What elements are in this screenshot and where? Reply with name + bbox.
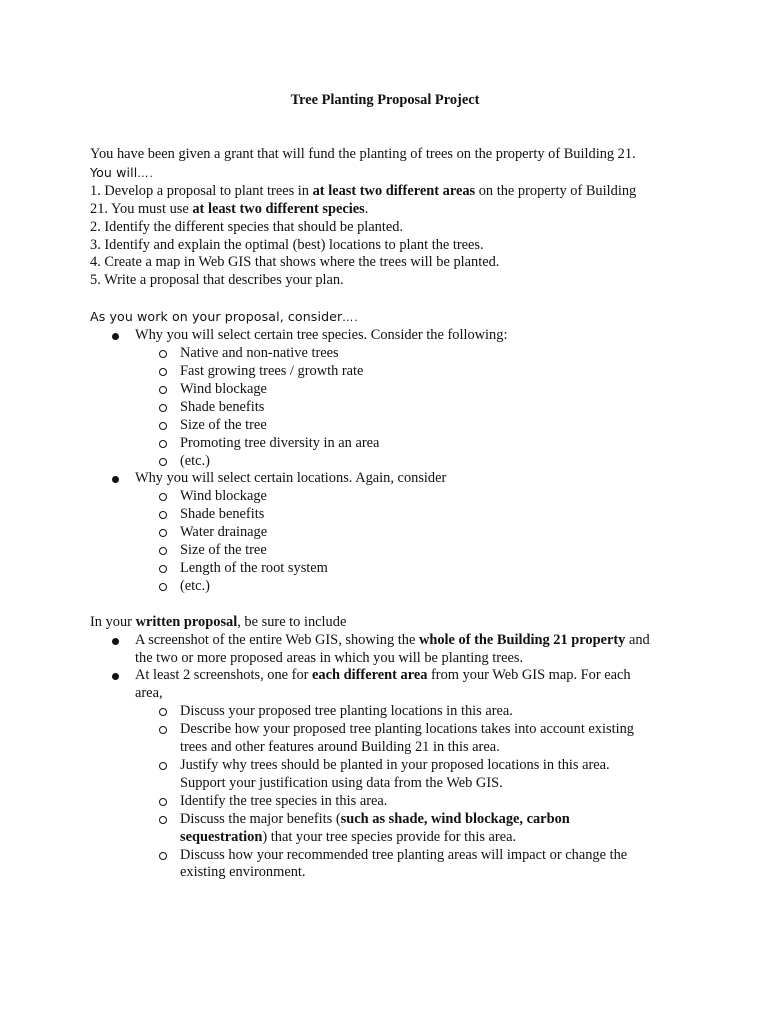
list-item: Promoting tree diversity in an area <box>135 435 680 453</box>
circle-bullet-icon <box>159 852 167 860</box>
circle-bullet-icon <box>159 708 167 716</box>
list-item: Shade benefits <box>135 506 680 524</box>
species-sublist <box>135 345 680 470</box>
screenshot-requirement: A screenshot of the entire Web GIS, showing the whole of the Building 21 property and <box>135 631 650 648</box>
circle-bullet-icon <box>159 816 167 824</box>
consider-section <box>90 308 680 596</box>
bullet-icon <box>112 638 119 645</box>
area-screenshots-requirement-continued: area, <box>135 685 163 702</box>
list-item: Size of the tree <box>135 542 680 560</box>
list-item: Justify why trees should be planted in your proposed locations in this area. Support your justification using data from the Web GIS. <box>135 757 680 793</box>
document-page <box>90 92 680 882</box>
list-item: Wind blockage <box>135 488 680 506</box>
intro-section <box>90 146 680 290</box>
circle-bullet-icon <box>159 726 167 734</box>
circle-bullet-icon <box>159 350 167 358</box>
area-screenshots-requirement: At least 2 screenshots, one for each different area from your Web GIS map. For each <box>135 667 631 684</box>
step-1-continued: 21. You must use at least two different species. <box>90 200 369 217</box>
circle-bullet-icon <box>159 422 167 430</box>
step-2: 2. Identify the different species that should be planted. <box>90 218 404 235</box>
list-item: Native and non-native trees <box>135 345 680 363</box>
list-item: Identify the tree species in this area. <box>135 793 680 811</box>
step-1: 1. Develop a proposal to plant trees in at least two different areas on the property of Building <box>90 182 637 199</box>
circle-bullet-icon <box>159 798 167 806</box>
list-item: Wind blockage <box>135 381 680 399</box>
page-title: Tree Planting Proposal Project <box>290 92 480 108</box>
area-sublist <box>135 703 680 882</box>
circle-bullet-icon <box>159 583 167 591</box>
screenshot-requirement-continued: the two or more proposed areas in which you will be planting trees. <box>135 649 524 666</box>
species-label: Why you will select certain tree species. Consider the following: <box>135 327 508 344</box>
list-item: Shade benefits <box>135 399 680 417</box>
circle-bullet-icon <box>159 440 167 448</box>
list-item: (etc.) <box>135 453 680 471</box>
intro-text: You have been given a grant that will fund the planting of trees on the property of Building 21. <box>90 146 636 162</box>
list-item: Water drainage <box>135 524 680 542</box>
locations-sublist <box>135 488 680 595</box>
step-3: 3. Identify and explain the optimal (best) locations to plant the trees. <box>90 236 484 253</box>
list-item: Size of the tree <box>135 417 680 435</box>
written-list <box>90 632 680 883</box>
list-item: Discuss your proposed tree planting locations in this area. <box>135 703 680 721</box>
circle-bullet-icon <box>159 458 167 466</box>
list-item <box>90 470 680 595</box>
list-item: Discuss the major benefits (such as shade, wind blockage, carbon sequestration) that your tree species provide for this area. <box>135 811 680 847</box>
list-item <box>90 667 680 882</box>
consider-list <box>90 327 680 596</box>
circle-bullet-icon <box>159 762 167 770</box>
list-item: Length of the root system <box>135 560 680 578</box>
circle-bullet-icon <box>159 529 167 537</box>
written-proposal-section <box>90 614 680 883</box>
circle-bullet-icon <box>159 386 167 394</box>
list-item <box>90 632 680 668</box>
bullet-icon <box>112 673 119 680</box>
consider-heading: As you work on your proposal, consider…. <box>90 309 359 325</box>
circle-bullet-icon <box>159 565 167 573</box>
written-lead: In your written proposal, be sure to include <box>90 613 347 630</box>
circle-bullet-icon <box>159 493 167 501</box>
list-item: Discuss how your recommended tree planting areas will impact or change the existing environment. <box>135 847 680 883</box>
bullet-icon <box>112 476 119 483</box>
locations-label: Why you will select certain locations. Again, consider <box>135 470 447 487</box>
circle-bullet-icon <box>159 511 167 519</box>
list-item <box>90 327 680 470</box>
list-item: Describe how your proposed tree planting locations takes into account existing trees and other features around Building 21 in this area. <box>135 721 680 757</box>
step-4: 4. Create a map in Web GIS that shows where the trees will be planted. <box>90 254 500 271</box>
circle-bullet-icon <box>159 368 167 376</box>
bullet-icon <box>112 333 119 340</box>
you-will-label: You will…. <box>90 164 154 180</box>
step-5: 5. Write a proposal that describes your plan. <box>90 272 344 289</box>
list-item: (etc.) <box>135 578 680 596</box>
circle-bullet-icon <box>159 404 167 412</box>
list-item: Fast growing trees / growth rate <box>135 363 680 381</box>
circle-bullet-icon <box>159 547 167 555</box>
